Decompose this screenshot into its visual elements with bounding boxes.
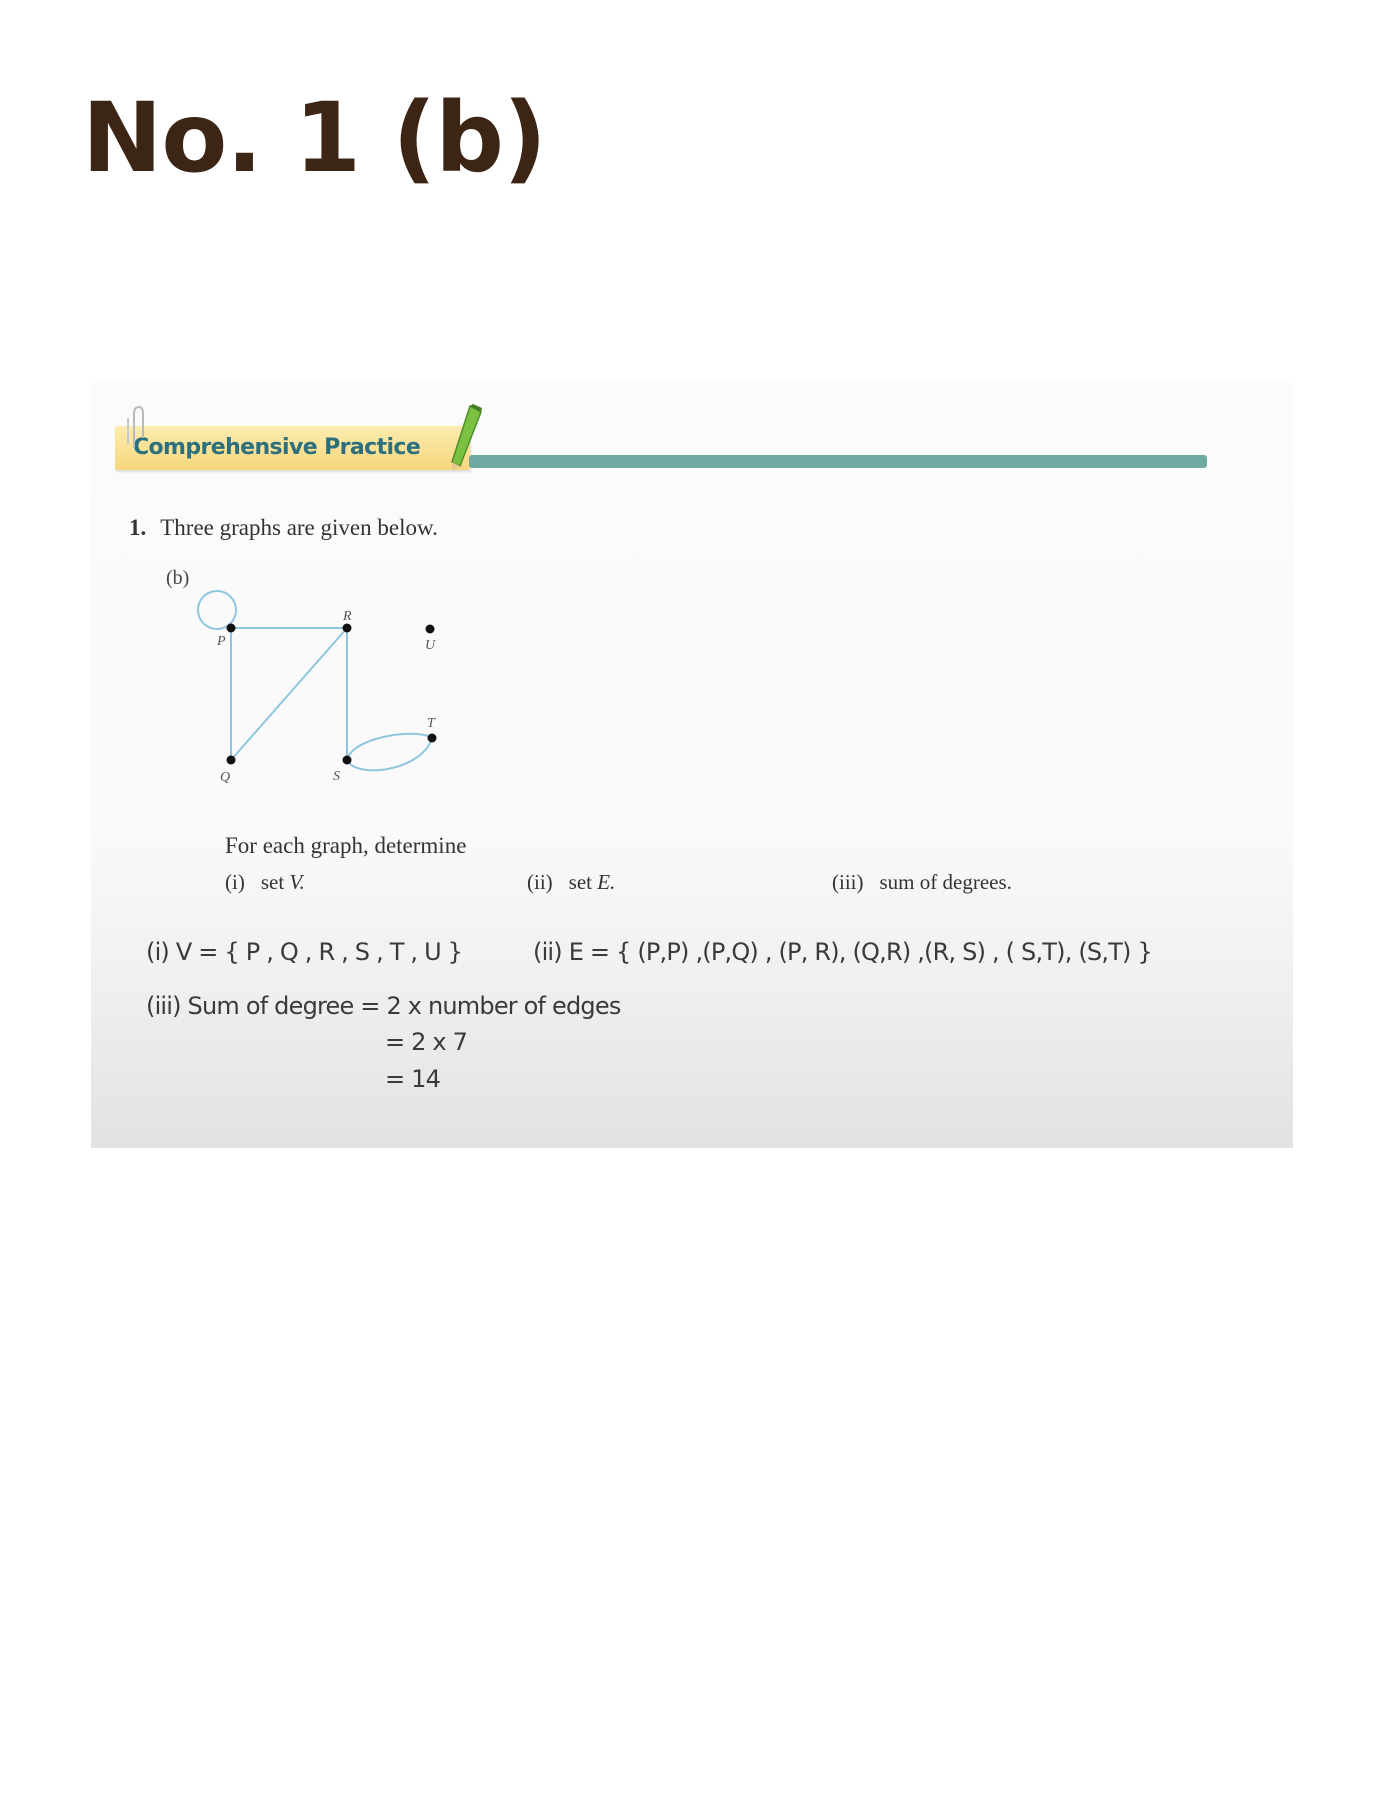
instruction: For each graph, determine (225, 833, 467, 858)
task-text: set (568, 870, 598, 894)
edge-s-t-lower (347, 738, 432, 770)
vertex-label-p: P (217, 634, 226, 649)
vertex-label-q: Q (220, 770, 231, 785)
vertex-label-t: T (427, 716, 435, 731)
textbook-screenshot (91, 382, 1293, 1148)
answer-sum-step: = 2 x 7 (385, 1028, 468, 1056)
task-number: (iii) (832, 870, 864, 894)
answer-vertex-set: (i) V = { P , Q , R , S , T , U } (146, 938, 463, 966)
graph-figure (91, 382, 551, 802)
vertex-r (343, 624, 352, 633)
edge-q-r (231, 628, 347, 760)
vertex-q (227, 756, 236, 765)
vertex-s (343, 756, 352, 765)
vertex-u (426, 625, 435, 634)
task-text: set (260, 870, 290, 894)
task-i (225, 870, 305, 895)
answer-sum-result: = 14 (385, 1065, 441, 1093)
edge-loop-p-p (198, 591, 236, 629)
task-number: (ii) (527, 870, 553, 894)
page-title: No. 1 (b) (82, 82, 546, 194)
task-iii (832, 870, 1012, 895)
vertex-label-s: S (333, 769, 340, 784)
task-ii (527, 870, 615, 895)
banner-rule (469, 455, 1207, 468)
vertex-label-r: R (343, 609, 352, 624)
vertex-label-u: U (425, 638, 436, 653)
task-symbol: E. (597, 870, 616, 894)
part-label: (b) (166, 567, 190, 589)
question-text: Three graphs are given below. (160, 515, 438, 540)
question-number: 1. (129, 515, 147, 540)
task-number: (i) (225, 870, 245, 894)
answer-sum-of-degrees: (iii) Sum of degree = 2 x number of edges (146, 992, 621, 1020)
banner-label: Comprehensive Practice (133, 435, 421, 460)
vertex-p (227, 624, 236, 633)
task-symbol: V. (289, 870, 305, 894)
task-text: sum of degrees. (879, 870, 1012, 894)
vertex-t (428, 734, 437, 743)
answer-edge-set: (ii) E = { (P,P) ,(P,Q) , (P, R), (Q,R) ,(R, S) , ( S,T), (S,T) } (533, 938, 1152, 966)
